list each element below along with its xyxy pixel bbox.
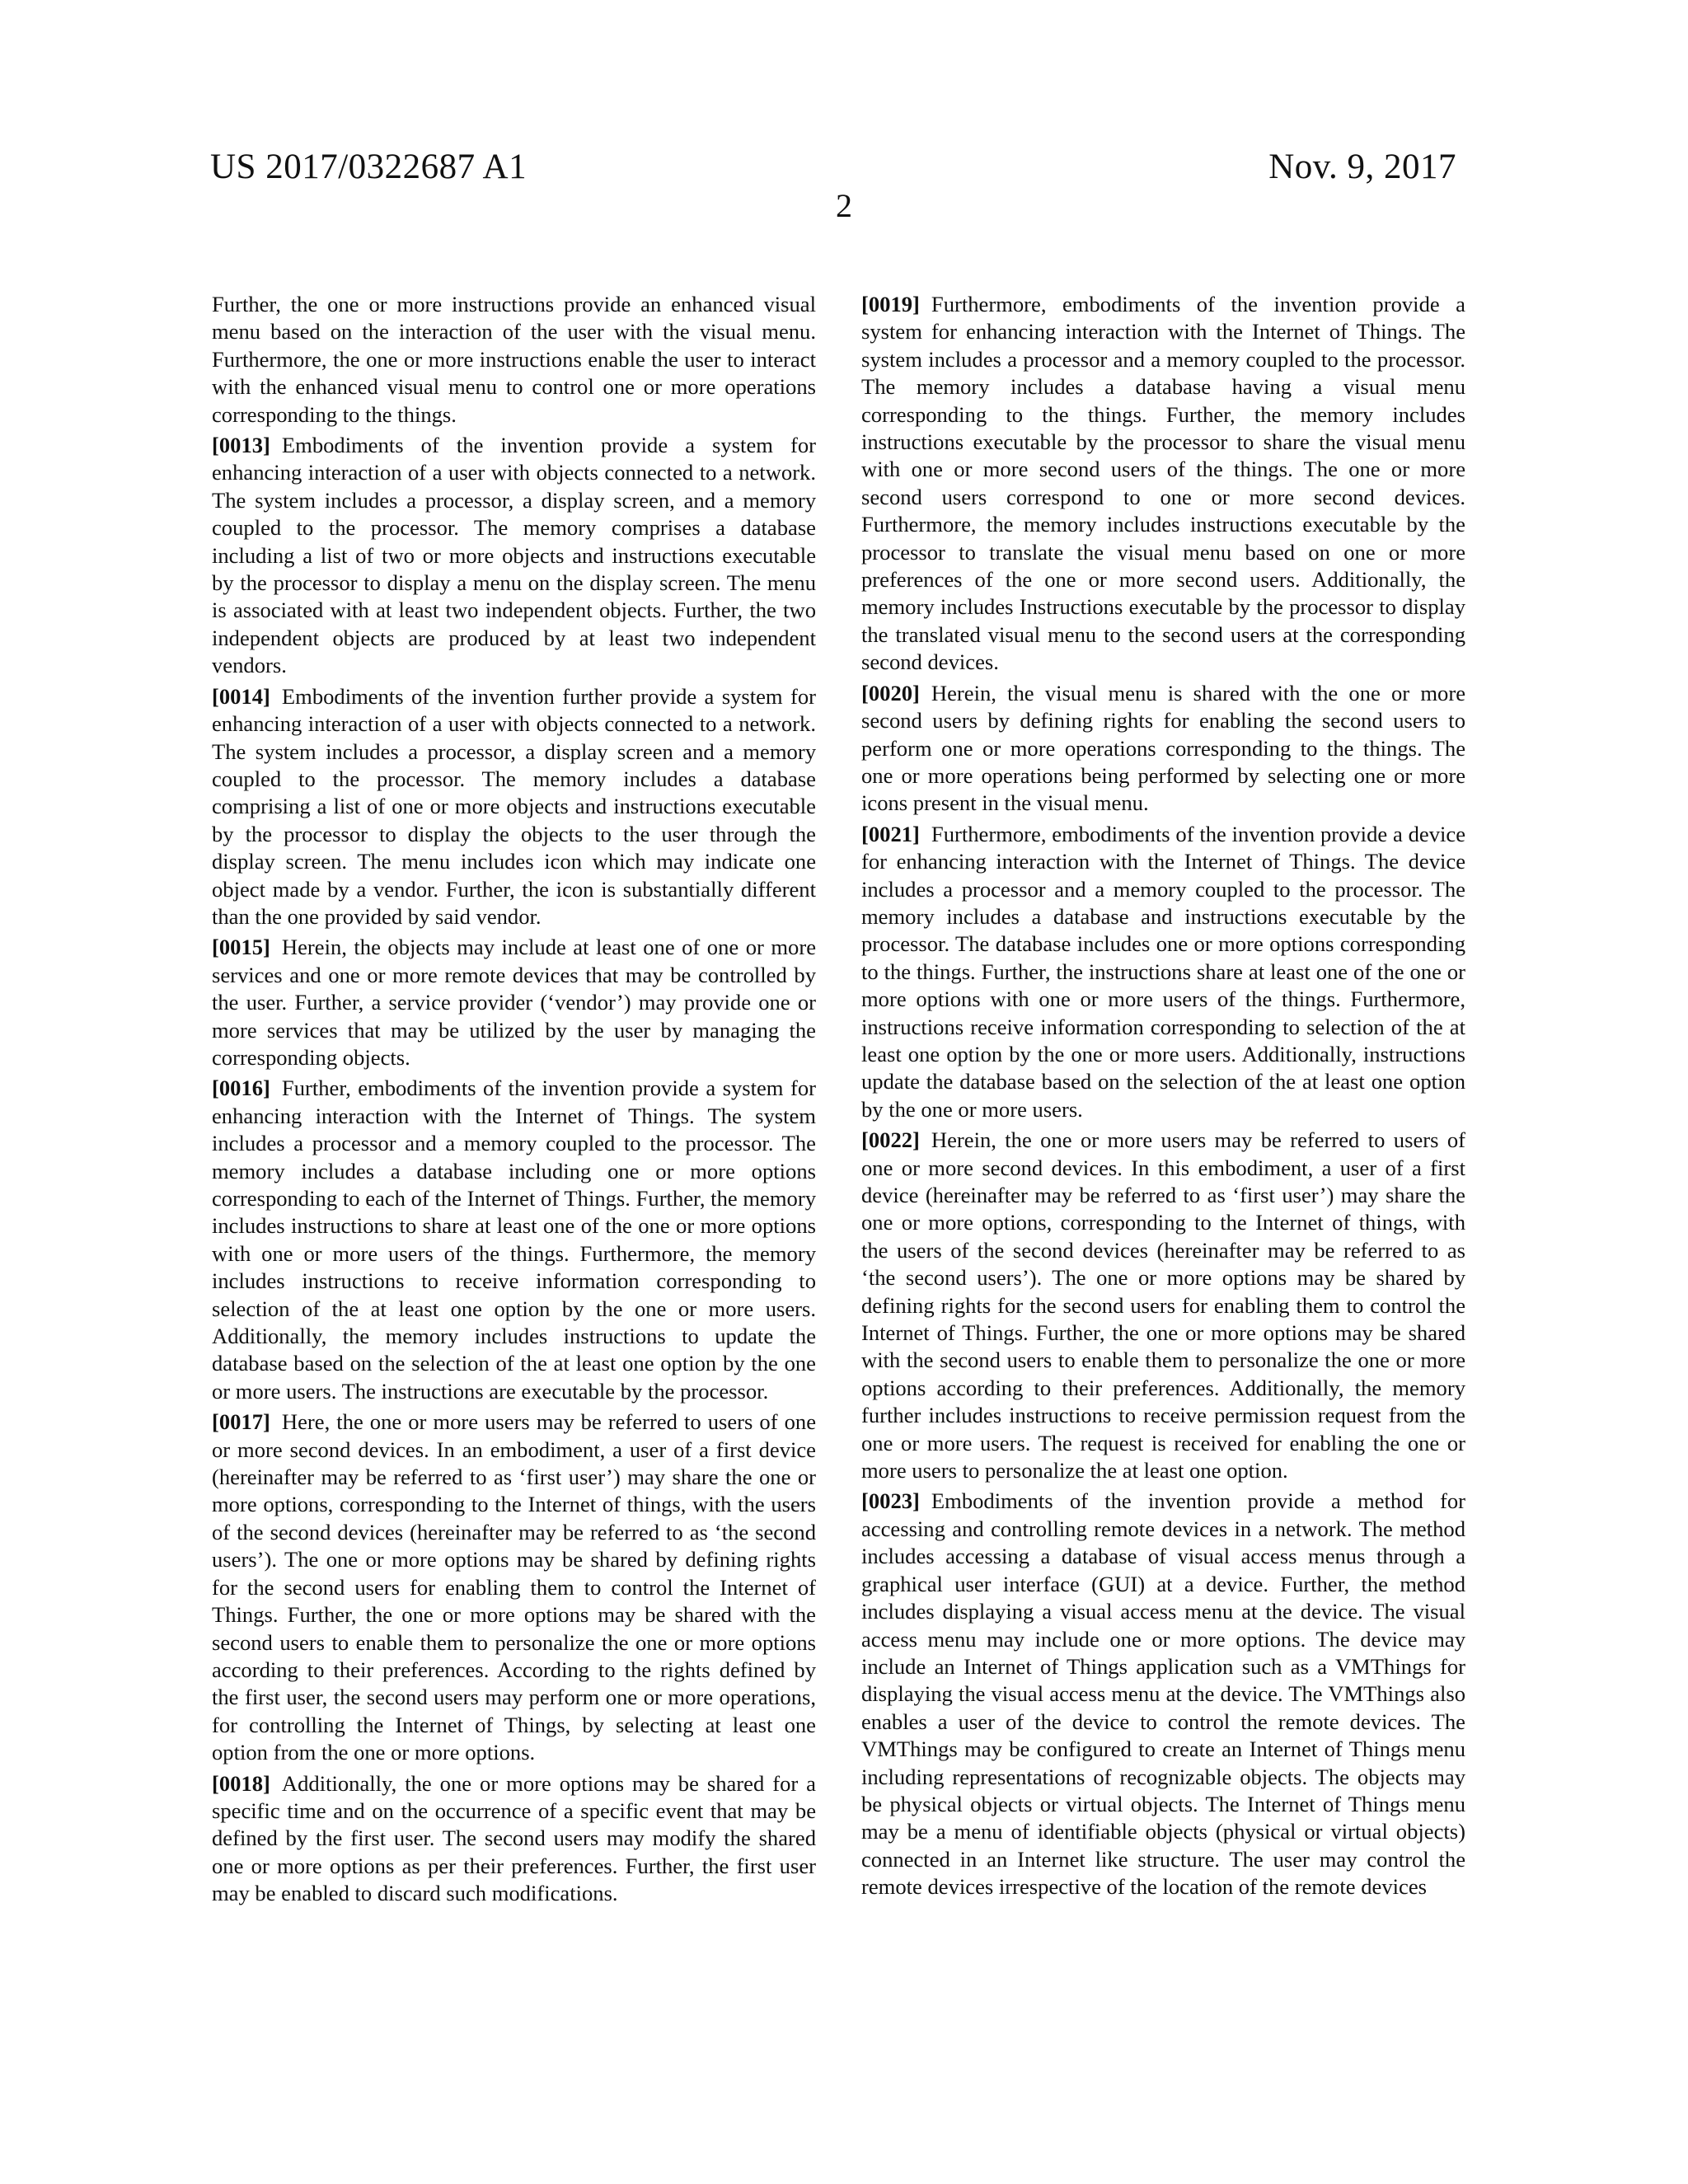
paragraph-text: Additionally, the one or more options may be shared for a specific time and on the occurrence of a specific event that may be defined by the first user. The second users may modify the shared one or more options as per their preferences. Further, the first user may be enabled to discard such modifications.	[212, 1770, 816, 1906]
paragraph-0019	[861, 291, 1465, 677]
paragraph-text: Here, the one or more users may be referred to users of one or more second devices. In an embodiment, a user of a first device (hereinafter may be referred to as ‘first user’) may share the one or more options, corresponding to the Internet of things, with the users of the second devices (hereinafter may be referred to as ‘the second users’). The one or more options may be shared by defining rights for the second users for enabling them to control the Internet of Things. Further, the one or more options may be shared with the second users to enable them to personalize the one or more options according to their preferences. According to the rights defined by the first user, the second users may perform one or more operations, for controlling the Internet of Things, by selecting at least one option from the one or more options.	[212, 1409, 816, 1765]
paragraph-0023	[861, 1488, 1465, 1900]
paragraph-0020	[861, 680, 1465, 818]
page-number: 2	[836, 187, 852, 224]
paragraph-number: [0017]	[212, 1409, 270, 1435]
left-column	[212, 291, 816, 1911]
paragraph-text: Further, embodiments of the invention provide a system for enhancing interaction with the Internet of Things. The system includes a processor and a memory coupled to the processor. The memory includes a database including one or more options corresponding to each of the Internet of Things. Further, the memory includes instructions to share at least one of the one or more options with one or more users of the things. Furthermore, the memory includes instructions to receive information corresponding to selection of the at least one option by the one or more users. Additionally, the memory includes instructions to update the database based on the selection of the at least one option by the one or more users. The instructions are executable by the processor.	[212, 1076, 816, 1404]
paragraph-0017	[212, 1408, 816, 1766]
paragraph-number: [0020]	[861, 680, 920, 705]
paragraph-number: [0018]	[212, 1770, 270, 1796]
paragraph-number: [0014]	[212, 683, 270, 709]
paragraph-0014	[212, 683, 816, 931]
paragraph-number: [0013]	[212, 433, 270, 458]
paragraph-number: [0019]	[861, 292, 920, 316]
paragraph-text: Herein, the objects may include at least one of one or more services and one or more remote devices that may be controlled by the user. Further, a service provider (‘vendor’) may provide one or more services that may be utilized by the user by managing the corresponding objects.	[212, 935, 816, 1070]
paragraph-text: Herein, the visual menu is shared with the one or more second users by defining rights for enabling the second users to perform one or more operations corresponding to the things. The one or more operations being performed by selecting one or more icons present in the visual menu.	[861, 680, 1465, 816]
paragraph-number: [0021]	[861, 821, 920, 846]
paragraph-text: Furthermore, embodiments of the invention provide a device for enhancing interaction with the Internet of Things. The device includes a processor and a memory coupled to the processor. The memory includes a database and instructions executable by the processor. The database includes one or more options corresponding to the things. Further, the instructions share at least one of the one or more options with one or more users of the things. Furthermore, instructions receive information corresponding to selection of the at least one option by the one or more users. Additionally, instructions update the database based on the selection of the at least one option by the one or more users.	[861, 821, 1465, 1122]
paragraph-0015	[212, 934, 816, 1071]
paragraph-0013	[212, 432, 816, 680]
publication-date: Nov. 9, 2017	[1268, 148, 1456, 186]
paragraph-number: [0015]	[212, 935, 270, 960]
paragraph-0022	[861, 1127, 1465, 1484]
paragraph-text: Embodiments of the invention further provide a system for enhancing interaction of a user with objects connected to a network. The system includes a processor, a display screen and a memory coupled to the processor. The memory includes a database comprising a list of one or more objects and instructions executable by the processor to display the objects to the user through the display screen. The menu includes icon which may indicate one object made by a vendor. Further, the icon is substantially different than the one provided by said vendor.	[212, 683, 816, 929]
paragraph-text: Herein, the one or more users may be referred to users of one or more second devices. In this embodiment, a user of a first device (hereinafter may be referred to as ‘first user’) may share the one or more options, corresponding to the Internet of things, with the users of the second devices (hereinafter may be referred to as ‘the second users’). The one or more options may be shared by defining rights for the second users for enabling them to control the Internet of Things. Further, the one or more options may be shared with the second users to enable them to personalize the one or more options according to their preferences. Additionally, the memory further includes instructions to receive permission request from the one or more users. The request is received for enabling the one or more users to personalize the at least one option.	[861, 1127, 1465, 1483]
paragraph-number: [0023]	[861, 1488, 920, 1514]
paragraph-0018	[212, 1770, 816, 1908]
paragraph-text: Embodiments of the invention provide a method for accessing and controlling remote devices in a network. The method includes accessing a database of visual access menus through a graphical user interface (GUI) at a device. Further, the method includes displaying a visual access menu at the device. The visual access menu may include one or more options. The device may include an Internet of Things application such as a VMThings for displaying the visual access menu at the device. The VMThings also enables a user of the device to control the remote devices. The VMThings may be configured to create an Internet of Things menu including representations of recognizable objects. The objects may be physical objects or virtual objects. The Internet of Things menu may be a menu of identifiable objects (physical or virtual objects) connected in an Internet like structure. The user may control the remote devices irrespective of the location of the remote devices	[861, 1488, 1465, 1900]
paragraph-text: Further, the one or more instructions provide an enhanced visual menu based on the interaction of the user with the visual menu. Furthermore, the one or more instructions enable the user to interact with the enhanced visual menu to control one or more operations corresponding to the things.	[212, 292, 816, 427]
paragraph-number: [0022]	[861, 1127, 920, 1153]
paragraph-0021	[861, 821, 1465, 1123]
paragraph-number: [0016]	[212, 1076, 270, 1101]
paragraph-continued	[212, 291, 816, 429]
paragraph-text: Embodiments of the invention provide a system for enhancing interaction of a user with objects connected to a network. The system includes a processor, a display screen, and a memory coupled to the processor. The memory comprises a database including a list of two or more objects and instructions executable by the processor to display a menu on the display screen. The menu is associated with at least two independent objects. Further, the two independent objects are produced by at least two independent vendors.	[212, 433, 816, 678]
right-column	[861, 291, 1465, 1905]
paragraph-text: Furthermore, embodiments of the invention provide a system for enhancing interaction with the Internet of Things. The system includes a processor and a memory coupled to the processor. The memory includes a database having a visual menu corresponding to the things. Further, the memory includes instructions executable by the processor to share the visual menu with one or more second users of the things. The one or more second users correspond to one or more second devices. Furthermore, the memory includes instructions executable by the processor to translate the visual menu based on one or more preferences of the one or more second users. Additionally, the memory includes Instructions executable by the processor to display the translated visual menu to the second users at the corresponding second devices.	[861, 292, 1465, 675]
publication-number: US 2017/0322687 A1	[210, 148, 528, 186]
paragraph-0016	[212, 1075, 816, 1405]
